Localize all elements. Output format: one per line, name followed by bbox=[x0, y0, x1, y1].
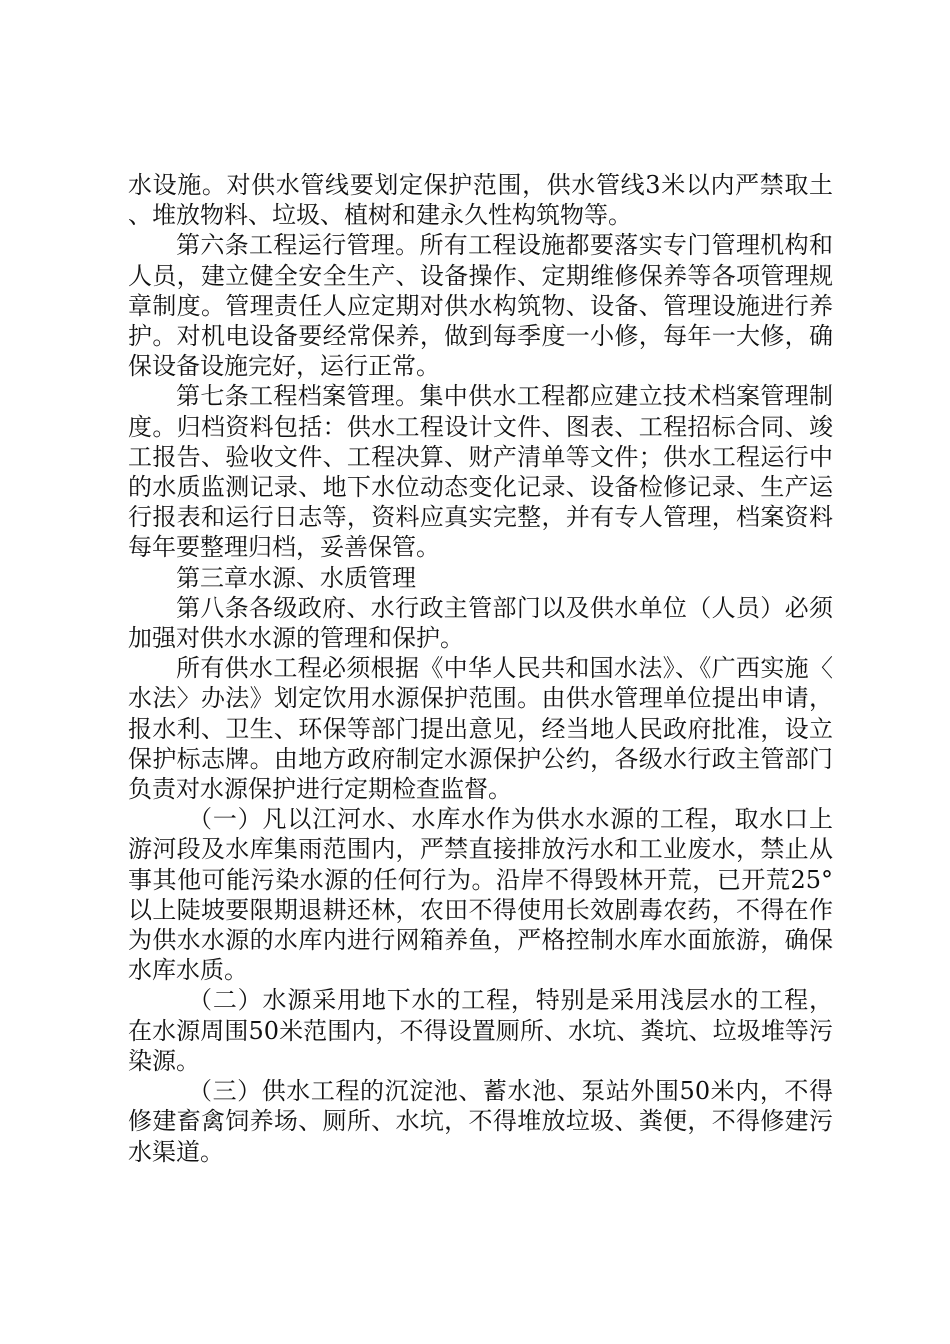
paragraph-item-3: （三）供水工程的沉淀池、蓄水池、泵站外围50米内，不得修建畜禽饲养场、厕所、水坑，不得堆放垃圾、粪便，不得修建污水渠道。 bbox=[128, 1077, 833, 1166]
paragraph-article-6: 第六条工程运行管理。所有工程设施都要落实专门管理机构和人员，建立健全安全生产、设备操作、定期维修保养等各项管理规章制度。管理责任人应定期对供水构筑物、设备、管理设施进行养护。对机电设备要经常保养，做到每季度一小修，每年一大修，确保设备设施完好，运行正常。 bbox=[128, 231, 833, 381]
paragraph-article-7: 第七条工程档案管理。集中供水工程都应建立技术档案管理制度。归档资料包括：供水工程设计文件、图表、工程招标合同、竣工报告、验收文件、工程决算、财产清单等文件；供水工程运行中的水质监测记录、地下水位动态变化记录、设备检修记录、生产运行报表和运行日志等，资料应真实完整，并有专人管理，档案资料每年要整理归档，妥善保管。 bbox=[128, 382, 833, 562]
document-body bbox=[128, 170, 833, 1167]
paragraph-item-2: （二）水源采用地下水的工程，特别是采用浅层水的工程，在水源周围50米范围内，不得设置厕所、水坑、粪坑、垃圾堆等污染源。 bbox=[128, 986, 833, 1075]
paragraph-article-8: 第八条各级政府、水行政主管部门以及供水单位（人员）必须加强对供水水源的管理和保护。 bbox=[128, 593, 833, 653]
paragraph-item-1: （一）凡以江河水、水库水作为供水水源的工程，取水口上游河段及水库集雨范围内，严禁直接排放污水和工业废水，禁止从事其他可能污染水源的任何行为。沿岸不得毁林开荒，已开荒25°以上陡坡要限期退耕还林，农田不得使用长效剧毒农药，不得在作为供水水源的水库内进行网箱养鱼，严格控制水库水面旅游，确保水库水质。 bbox=[128, 805, 833, 985]
chapter-heading: 第三章水源、水质管理 bbox=[176, 563, 416, 592]
paragraph-water-law: 所有供水工程必须根据《中华人民共和国水法》、《广西实施〈水法〉办法》划定饮用水源保护范围。由供水管理单位提出申请，报水利、卫生、环保等部门提出意见，经当地人民政府批准，设立保护标志牌。由地方政府制定水源保护公约，各级水行政主管部门负责对水源保护进行定期检查监督。 bbox=[128, 654, 833, 804]
paragraph-continuation: 水设施。对供水管线要划定保护范围，供水管线3米以内严禁取土、堆放物料、垃圾、植树和建永久性构筑物等。 bbox=[128, 171, 833, 230]
